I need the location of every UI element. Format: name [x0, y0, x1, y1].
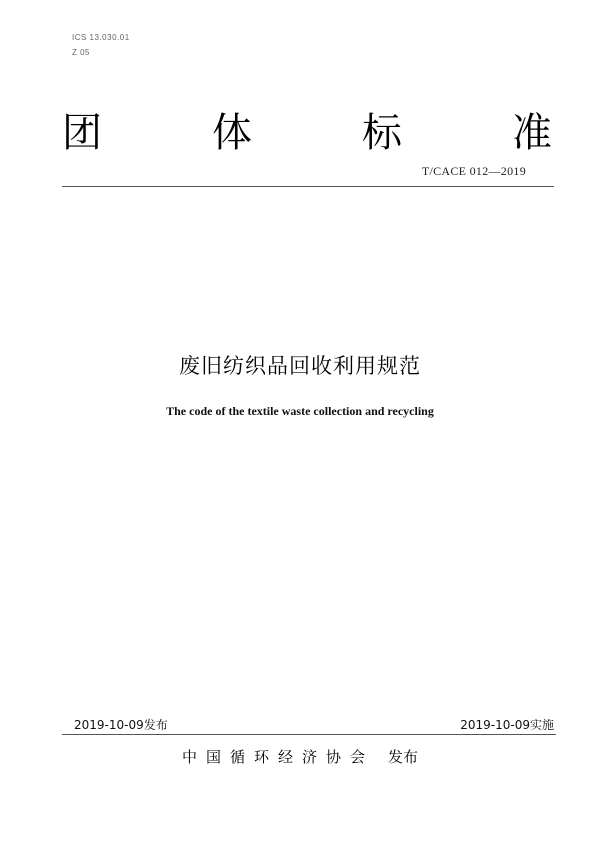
classification-codes: [72, 30, 130, 60]
publisher-line: [0, 746, 600, 767]
publisher-action: 发布: [388, 748, 419, 766]
ccs-code: Z 05: [72, 48, 91, 57]
publisher-organization: 中国循环经济协会: [181, 748, 374, 766]
standard-type-heading: [62, 108, 552, 158]
top-divider: [62, 186, 554, 187]
document-title-zh: 废旧纺织品回收利用规范: [179, 354, 421, 378]
standard-type-char: 准: [512, 110, 552, 156]
standard-type-char: 团: [62, 110, 102, 156]
publish-date: 2019-10-09发布: [74, 718, 168, 732]
standard-type-char: 标: [362, 110, 402, 156]
standard-type-char: 体: [212, 110, 252, 156]
standard-number: T/CACE 012—2019: [421, 164, 526, 178]
implement-date: 2019-10-09实施: [460, 718, 554, 732]
bottom-divider: [62, 734, 556, 735]
document-title-en: The code of the textile waste collection and recycling: [166, 404, 434, 418]
ics-code: ICS 13.030.01: [72, 33, 130, 42]
